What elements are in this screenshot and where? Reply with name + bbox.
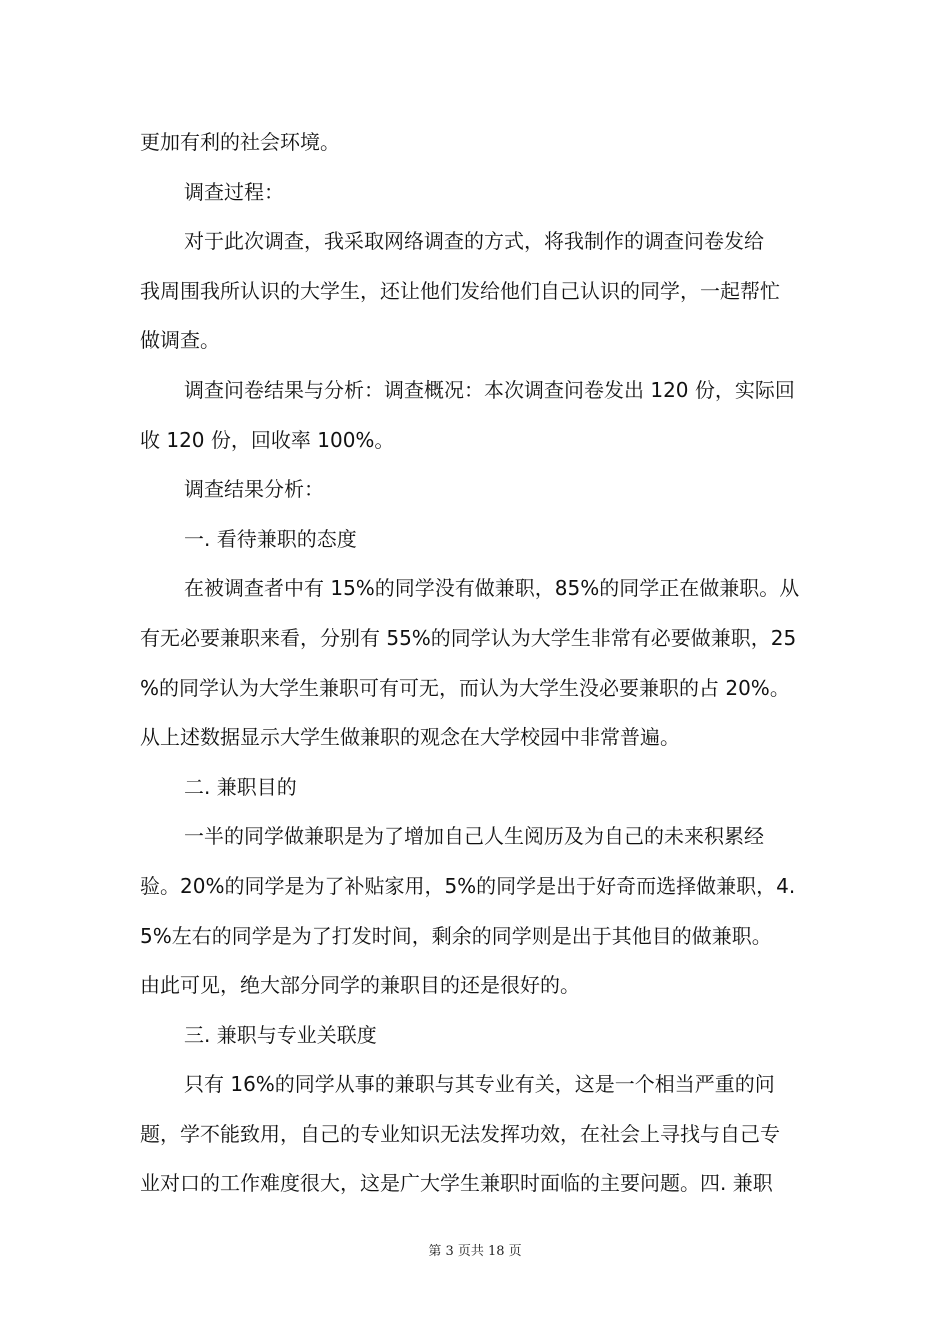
document-body (140, 118, 820, 1209)
text-line: 题，学不能致用，自己的专业知识无法发挥功效，在社会上寻找与自己专 (140, 1121, 780, 1146)
section-label-analysis: 调查结果分析： (184, 477, 324, 502)
text-line: 做调查。 (140, 328, 220, 353)
text-line: 一半的同学做兼职是为了增加自己人生阅历及为自己的未来积累经 (184, 824, 764, 849)
text-line: 业对口的工作难度很大，这是广大学生兼职时面临的主要问题。四. 兼职 (140, 1171, 773, 1196)
text-line: %的同学认为大学生兼职可有可无，而认为大学生没必要兼职的占 20%。 (140, 675, 790, 700)
text-line: 对于此次调查，我采取网络调查的方式，将我制作的调查问卷发给 (184, 229, 764, 254)
text-line: 在被调查者中有 15%的同学没有做兼职，85%的同学正在做兼职。从 (184, 576, 800, 601)
text-line: 更加有利的社会环境。 (140, 130, 340, 154)
text-line: 验。20%的同学是为了补贴家用，5%的同学是出于好奇而选择做兼职，4. (140, 873, 796, 898)
section-heading-3: 三. 兼职与专业关联度 (184, 1022, 377, 1047)
text-line: 5%左右的同学是为了打发时间，剩余的同学则是出于其他目的做兼职。 (140, 923, 772, 948)
text-line: 调查问卷结果与分析：调查概况：本次调查问卷发出 120 份，实际回 (184, 377, 795, 402)
text-line: 我周围我所认识的大学生，还让他们发给他们自己认识的同学，一起帮忙 (140, 278, 780, 303)
text-line: 有无必要兼职来看，分别有 55%的同学认为大学生非常有必要做兼职，25 (140, 625, 797, 650)
text-line: 从上述数据显示大学生做兼职的观念在大学校园中非常普遍。 (140, 725, 680, 750)
text-line: 只有 16%的同学从事的兼职与其专业有关，这是一个相当严重的问 (184, 1072, 775, 1097)
text-line: 收 120 份，回收率 100%。 (140, 427, 395, 452)
section-heading-2: 二. 兼职目的 (184, 774, 297, 799)
text-line: 由此可见，绝大部分同学的兼职目的还是很好的。 (140, 973, 580, 998)
section-heading-1: 一. 看待兼职的态度 (184, 526, 357, 551)
section-label-process: 调查过程： (184, 179, 284, 204)
page-footer: 第 3 页共 18 页 (428, 1244, 522, 1259)
